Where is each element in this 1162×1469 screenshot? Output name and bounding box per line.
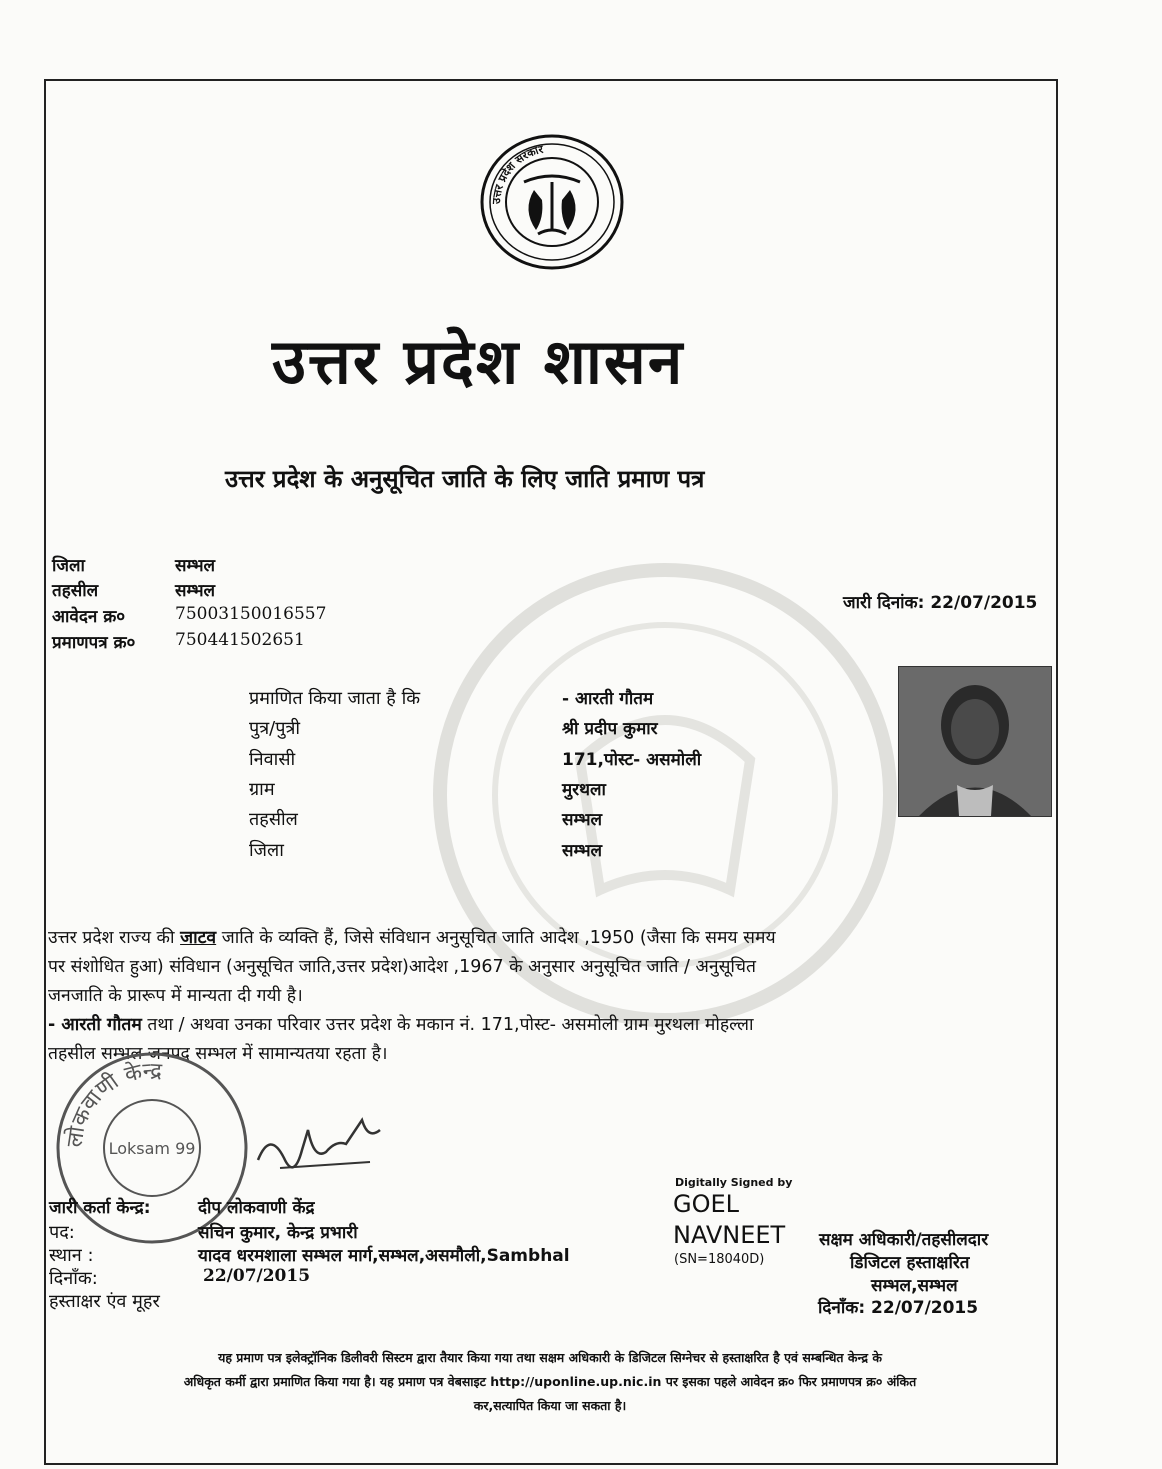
tehsil-label: तहसील	[52, 581, 99, 601]
body-line-2: पर संशोधित हुआ) संविधान (अनुसूचित जाति,उत्तर प्रदेश)आदेश ,1967 के अनुसार अनुसूचित जाति / अनुसूचित	[48, 957, 757, 977]
detail-value-district: सम्भल	[562, 841, 603, 861]
digital-signer-serial: (SN=18040D)	[674, 1252, 765, 1267]
certificate-subtitle: उत्तर प्रदेश के अनुसूचित जाति के लिए जाति प्रमाण पत्र	[225, 465, 705, 493]
residence-text: तथा / अथवा उनका परिवार उत्तर प्रदेश के मकान नं. 171,पोस्ट- असमोली ग्राम मुरथला मोहल्ला	[141, 1015, 754, 1035]
post-label: पद:	[49, 1222, 75, 1243]
application-number-label: आवेदन क्र०	[52, 607, 126, 627]
body-text-continued: जाति के व्यक्ति हैं, जिसे संविधान अनुसूचित जाति आदेश ,1950 (जैसा कि समय समय	[216, 928, 776, 948]
certificate-number-value: 750441502651	[175, 630, 305, 650]
issuer-date-value: 22/07/2015	[203, 1266, 311, 1286]
handwritten-signature	[250, 1100, 390, 1190]
detail-value-name: - आरती गौतम	[562, 689, 654, 709]
stamp-center-text: Loksam 99	[108, 1139, 196, 1158]
tehsil-value: सम्भल	[175, 581, 216, 601]
detail-label-resident: निवासी	[249, 749, 296, 770]
place-value: यादव धरमशाला सम्भल मार्ग,सम्भल,असमौली,Sambhal	[198, 1246, 570, 1266]
issuing-center-label: जारी कर्ता केन्द्र:	[49, 1198, 151, 1218]
issuing-center-value: दीप लोकवाणी केंद्र	[198, 1198, 315, 1218]
center-round-stamp	[52, 1048, 252, 1248]
footer-line-1: यह प्रमाण पत्र इलेक्ट्रॉनिक डिलीवरी सिस्टम द्वारा तैयार किया गया तथा सक्षम अधिकारी के डिजिटल सिग्नेचर से हस्ताक्षरित है एवं सम्बन्धित केन्द्र के	[218, 1350, 882, 1365]
detail-label-village: ग्राम	[249, 779, 275, 800]
up-government-emblem	[478, 130, 626, 270]
digital-signature-caption: Digitally Signed by	[675, 1176, 793, 1189]
detail-label-tehsil: तहसील	[249, 809, 298, 830]
footer-line-3: कर,सत्यापित किया जा सकता है।	[473, 1398, 627, 1413]
signature-seal-label: हस्ताक्षर एंव मूहर	[49, 1291, 160, 1312]
issuer-date-label: दिनाँक:	[49, 1268, 98, 1289]
authority-date: दिनाँक: 22/07/2015	[818, 1298, 979, 1318]
detail-label-certified: प्रमाणित किया जाता है कि	[249, 688, 421, 709]
issue-date: जारी दिनांक: 22/07/2015	[843, 593, 1038, 613]
body-line-1	[48, 924, 776, 953]
authority-digitally-signed: डिजिटल हस्ताक्षरित	[850, 1253, 970, 1273]
body-line-3: जनजाति के प्रारूप में मान्यता दी गयी है।	[48, 986, 303, 1006]
detail-value-village: मुरथला	[562, 780, 606, 800]
post-value: सचिन कुमार, केन्द्र प्रभारी	[198, 1223, 358, 1243]
detail-label-parent: पुत्र/पुत्री	[249, 718, 301, 739]
stamp-ring-text: लोकवाणी केन्द्र	[62, 1058, 163, 1149]
application-number-value: 75003150016557	[175, 604, 327, 624]
digital-signer-name-2: NAVNEET	[673, 1221, 786, 1249]
body-line-4	[48, 1011, 776, 1040]
district-value: सम्भल	[175, 556, 216, 576]
detail-label-district: जिला	[249, 840, 284, 861]
district-label: जिला	[52, 556, 85, 576]
authority-place: सम्भल,सम्भल	[871, 1276, 958, 1296]
body-text-start: उत्तर प्रदेश राज्य की	[48, 928, 181, 948]
detail-value-tehsil: सम्भल	[562, 810, 603, 830]
digital-signer-name-1: GOEL	[673, 1190, 740, 1218]
footer-note	[50, 1346, 1050, 1418]
authority-title: सक्षम अधिकारी/तहसीलदार	[819, 1230, 989, 1250]
page-title: उत्तर प्रदेश शासन	[272, 325, 685, 398]
applicant-photo	[898, 666, 1052, 817]
detail-value-parent: श्री प्रदीप कुमार	[562, 719, 658, 739]
detail-value-resident: 171,पोस्ट- असमोली	[562, 750, 702, 770]
emblem-ring-text: उत्तर प्रदेश सरकार	[489, 142, 545, 205]
footer-line-2: अधिकृत कर्मी द्वारा प्रमाणित किया गया है। यह प्रमाण पत्र वेबसाइट http://uponline.up.nic.in पर इसका पहले आवेदन क्र० फिर प्रमाणपत्र क्र० अंकित	[183, 1374, 917, 1389]
resident-name: - आरती गौतम	[48, 1015, 142, 1035]
caste-name: जाटव	[180, 928, 217, 948]
place-label: स्थान :	[49, 1245, 94, 1266]
svg-text:लोकवाणी केन्द्र	[61, 1058, 162, 1148]
body-line-5: तहसील सम्भल जनपद सम्भल में सामान्यतया रहता है।	[48, 1044, 388, 1064]
certificate-number-label: प्रमाणपत्र क्र०	[52, 633, 136, 653]
